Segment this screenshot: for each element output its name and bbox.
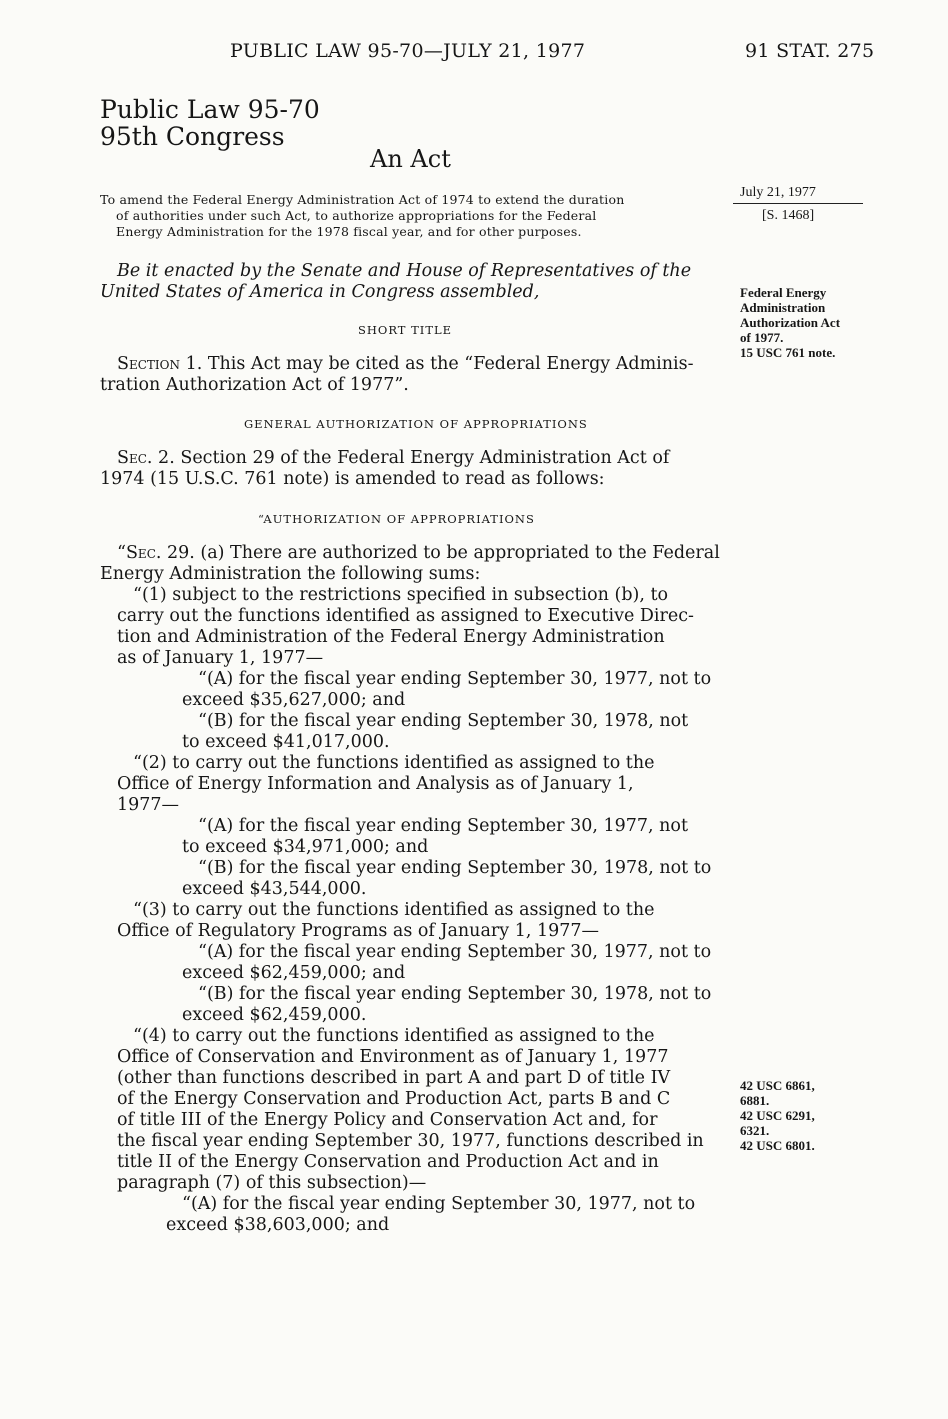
authorization-line: “(B) for the fiscal year ending September 30, 1978, not bbox=[198, 711, 689, 731]
authorization-line: Office of Energy Information and Analysis as of January 1, bbox=[117, 774, 634, 794]
margin-note-line: Authorization Act bbox=[740, 315, 841, 330]
congress-number: 95th Congress bbox=[100, 122, 285, 151]
authorization-line: exceed $43,544,000. bbox=[182, 879, 367, 899]
authorization-line: “(1) subject to the restrictions specified in subsection (b), to bbox=[133, 585, 669, 605]
margin-citation: 6881. bbox=[740, 1093, 770, 1108]
enacting-clause-line: Be it enacted by the Senate and House of Representatives of the bbox=[117, 261, 692, 281]
purpose-line: Energy Administration for the 1978 fiscal year, and for other purposes. bbox=[116, 224, 582, 239]
authorization-line: “(A) for the fiscal year ending September 30, 1977, not to bbox=[182, 1194, 696, 1214]
authorization-line bbox=[117, 543, 720, 564]
statutes-at-large-reference: 91 STAT. 275 bbox=[745, 40, 875, 62]
public-law-number: Public Law 95-70 bbox=[100, 95, 320, 124]
section-2-line: 1974 (15 U.S.C. 761 note) is amended to read as follows: bbox=[100, 469, 605, 489]
authorization-line: exceed $62,459,000; and bbox=[182, 963, 406, 983]
margin-divider bbox=[733, 203, 863, 204]
purpose-line: To amend the Federal Energy Administration Act of 1974 to extend the duration bbox=[100, 192, 625, 207]
margin-bill-number: [S. 1468] bbox=[762, 208, 815, 223]
authorization-line: tion and Administration of the Federal Energy Administration bbox=[117, 627, 665, 647]
margin-note-line: 15 USC 761 note. bbox=[740, 345, 836, 360]
section-label: Sec. 2. bbox=[117, 448, 175, 468]
authorization-line: “(4) to carry out the functions identified as assigned to the bbox=[133, 1026, 655, 1046]
margin-citation: 42 USC 6801. bbox=[740, 1138, 815, 1153]
general-authorization-heading: GENERAL AUTHORIZATION OF APPROPRIATIONS bbox=[244, 417, 588, 431]
authorization-line: exceed $62,459,000. bbox=[182, 1005, 367, 1025]
authorization-line: “(A) for the fiscal year ending September 30, 1977, not to bbox=[198, 942, 712, 962]
margin-note-line: of 1977. bbox=[740, 330, 784, 345]
section-text: This Act may be cited as the “Federal Energy Adminis- bbox=[202, 354, 694, 374]
act-heading: An Act bbox=[370, 145, 451, 173]
enacting-clause-line: United States of America in Congress assembled, bbox=[100, 282, 540, 302]
authorization-line: “(B) for the fiscal year ending September 30, 1978, not to bbox=[198, 984, 712, 1004]
authorization-line: “(3) to carry out the functions identified as assigned to the bbox=[133, 900, 655, 920]
authorization-line: carry out the functions identified as assigned to Executive Direc- bbox=[117, 606, 694, 626]
authorization-line: “(2) to carry out the functions identified as assigned to the bbox=[133, 753, 655, 773]
authorization-line: of the Energy Conservation and Production Act, parts B and C bbox=[117, 1089, 671, 1109]
authorization-line: the fiscal year ending September 30, 1977, functions described in bbox=[117, 1131, 704, 1151]
purpose-line: of authorities under such Act, to authorize appropriations for the Federal bbox=[116, 208, 597, 223]
short-title-heading: SHORT TITLE bbox=[358, 323, 453, 337]
authorization-line: Energy Administration the following sums: bbox=[100, 564, 481, 584]
margin-citation: 42 USC 6861, bbox=[740, 1078, 815, 1093]
authorization-line: “(A) for the fiscal year ending September 30, 1977, not to bbox=[198, 669, 712, 689]
section-1-line bbox=[117, 354, 694, 375]
purpose-statement bbox=[100, 192, 725, 240]
authorization-line: to exceed $41,017,000. bbox=[182, 732, 390, 752]
authorization-line: to exceed $34,971,000; and bbox=[182, 837, 429, 857]
authorization-line: of title III of the Energy Policy and Conservation Act and, for bbox=[117, 1110, 658, 1130]
authorization-line: paragraph (7) of this subsection)— bbox=[117, 1173, 427, 1193]
section-1-line: tration Authorization Act of 1977”. bbox=[100, 375, 409, 395]
section-text: (a) There are authorized to be appropriated to the Federal bbox=[194, 543, 720, 563]
authorization-line: “(B) for the fiscal year ending September 30, 1978, not to bbox=[198, 858, 712, 878]
authorization-line: 1977— bbox=[117, 795, 180, 815]
margin-citation: 6321. bbox=[740, 1123, 770, 1138]
margin-approval-date: July 21, 1977 bbox=[740, 185, 816, 200]
margin-note-line: Federal Energy bbox=[740, 285, 827, 300]
authorization-line: as of January 1, 1977— bbox=[117, 648, 324, 668]
authorization-line: exceed $38,603,000; and bbox=[166, 1215, 390, 1235]
margin-citation: 42 USC 6291, bbox=[740, 1108, 815, 1123]
section-2-line bbox=[117, 448, 669, 469]
authorization-line: (other than functions described in part A and part D of title IV bbox=[117, 1068, 671, 1088]
authorization-heading: “AUTHORIZATION OF APPROPRIATIONS bbox=[258, 512, 535, 526]
section-label: Section 1. bbox=[117, 354, 203, 374]
section-label: “Sec. 29. bbox=[117, 543, 195, 563]
section-text: Section 29 of the Federal Energy Administration Act of bbox=[174, 448, 670, 468]
margin-note-line: Administration bbox=[740, 300, 826, 315]
authorization-line: Office of Regulatory Programs as of January 1, 1977— bbox=[117, 921, 599, 941]
running-head: PUBLIC LAW 95-70—JULY 21, 1977 bbox=[230, 40, 586, 62]
authorization-line: exceed $35,627,000; and bbox=[182, 690, 406, 710]
authorization-line: “(A) for the fiscal year ending September 30, 1977, not bbox=[198, 816, 688, 836]
authorization-line: title II of the Energy Conservation and Production Act and in bbox=[117, 1152, 659, 1172]
authorization-line: Office of Conservation and Environment as of January 1, 1977 bbox=[117, 1047, 669, 1067]
